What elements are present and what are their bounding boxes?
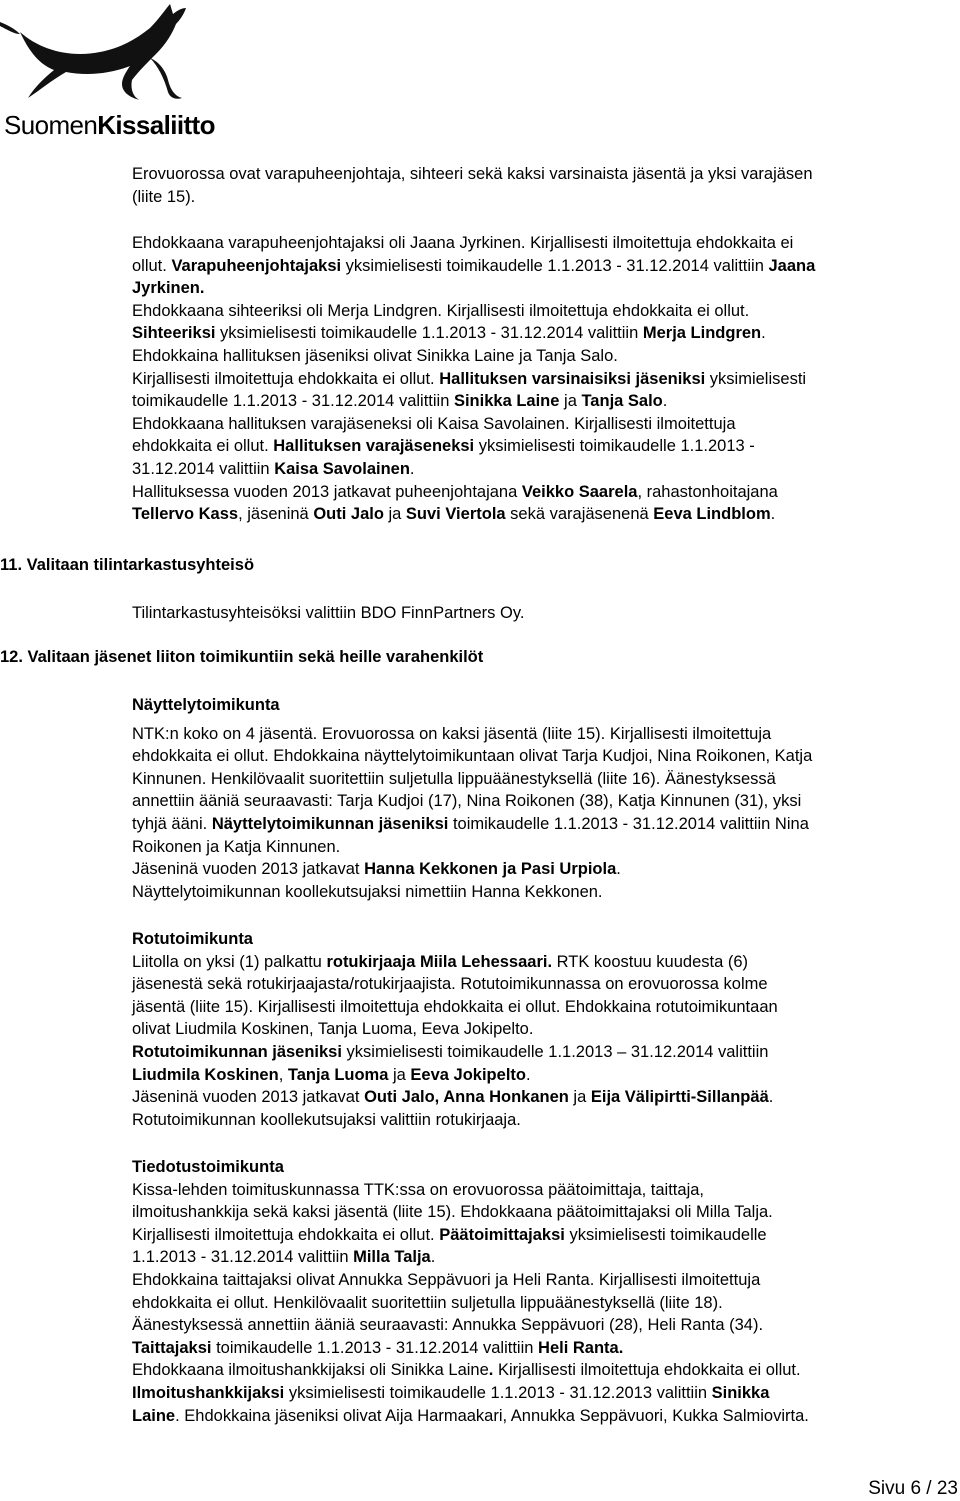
bold-text: Eeva Lindblom (653, 505, 771, 524)
text-line (132, 413, 947, 436)
text-line (132, 1179, 947, 1202)
text-line (132, 503, 947, 526)
text-line (132, 1086, 947, 1109)
text-run: . (409, 459, 415, 478)
text-run: ehdokkaita ei ollut. Ehdokkaina näyttelytoimikuntaan olivat Tarja Kudjoi, Nina Roikonen, Katja (132, 747, 813, 766)
bold-text: Merja Lindgren (642, 324, 762, 343)
bold-text: Milla Talja (353, 1248, 431, 1267)
bold-text: Hanna Kekkonen ja Pasi Urpiola (364, 860, 617, 879)
text-line (132, 1018, 947, 1041)
text-run: ja (383, 505, 406, 524)
text-run: Jäseninä vuoden 2013 jatkavat (132, 1088, 365, 1107)
text-line (132, 1359, 947, 1382)
text-run: , rahastonhoitajana (637, 482, 778, 501)
text-line (132, 255, 947, 278)
text-run: Ehdokkaana varapuheenjohtajaksi oli Jaana Jyrkinen. Kirjallisesti ilmoitettuja ehdokkaita ei (132, 234, 794, 252)
rotutoimikunta-section (132, 928, 947, 1131)
text-line (132, 1041, 947, 1064)
intro-paragraph-2 (132, 232, 947, 526)
bold-text: Tellervo Kass (132, 505, 239, 524)
text-run: Rotutoimikunnan koollekutsujaksi valittiin rotukirjaaja. (132, 1110, 521, 1129)
tiedotustoimikunta-body (132, 1179, 947, 1428)
bold-text: Päätoimittajaksi (439, 1225, 565, 1244)
nayttelytoimikunta-title: Näyttelytoimikunta (132, 696, 280, 714)
text-run: yksimielisesti toimikaudelle 1.1.2013 - 31.12.2014 valittiin (341, 256, 769, 275)
text-line (132, 881, 947, 904)
text-line (132, 435, 947, 458)
text-run: toimikaudelle 1.1.2013 - 31.12.2014 valittiin (132, 392, 454, 411)
bold-text: Hallituksen varsinaisiksi jäseniksi (439, 369, 706, 388)
text-run: jäsenestä sekä rotukirjaajasta/rotukirjaajista. Rotutoimikunnassa on erovuorossa kolme (132, 975, 768, 994)
text-run: ollut. (132, 256, 172, 275)
nayttelytoimikunta-section (132, 694, 947, 903)
text-run: Hallituksessa vuoden 2013 jatkavat puheenjohtajana (132, 482, 522, 501)
text-run: . (616, 860, 621, 879)
cat-logo-icon (0, 0, 210, 110)
logo-text (4, 110, 215, 141)
text-line (132, 996, 947, 1019)
bold-text: Liudmila Koskinen (132, 1065, 279, 1084)
text-line (132, 481, 947, 504)
text-run: toimikaudelle 1.1.2013 - 31.12.2014 valittiin Nina (448, 814, 809, 833)
text-run: yksimielisesti toimikaudelle 1.1.2013 - 31.12.2014 valittiin (215, 324, 643, 343)
text-line (132, 1224, 947, 1247)
section-12-heading: 12. Valitaan jäsenet liiton toimikuntiin sekä heille varahenkilöt (0, 648, 484, 666)
bold-text: Tanja Luoma (287, 1065, 389, 1084)
text-run: . (761, 324, 766, 343)
text-run: Liitolla on yksi (1) palkattu (132, 952, 327, 971)
text-run: ehdokkaita ei ollut. Henkilövaalit suoritettiin suljetulla lippuäänestyksellä (liite 18). (132, 1293, 723, 1312)
intro-paragraph-1 (132, 163, 947, 208)
text-run: Ehdokkaina hallituksen jäseniksi olivat Sinikka Laine ja Tanja Salo. (132, 346, 618, 365)
text-run: olivat Liudmila Koskinen, Tanja Luoma, Eeva Jokipelto. (132, 1020, 534, 1039)
section-11-text (132, 602, 947, 625)
text-line (132, 1269, 947, 1292)
text-line (132, 1292, 947, 1315)
text-line (132, 322, 947, 345)
text-run: Jäseninä vuoden 2013 jatkavat (132, 860, 365, 879)
text-line (132, 973, 947, 996)
text-line: Tilintarkastusyhteisöksi valittiin BDO FinnPartners Oy. (132, 604, 525, 622)
text-run: ilmoitushankkija sekä kaksi jäsentä (liite 15). Ehdokkaana päätoimittajaksi oli Milla Talja. (132, 1203, 773, 1222)
text-line (132, 858, 947, 881)
bold-text: Ilmoitushankkijaksi (132, 1383, 285, 1402)
bold-text: Jyrkinen. (132, 279, 205, 298)
text-run: Ehdokkaana hallituksen varajäseneksi oli Kaisa Savolainen. Kirjallisesti ilmoitettuja (132, 414, 736, 433)
text-line (132, 345, 947, 368)
bold-text: Jaana (768, 256, 816, 275)
text-run: ja (559, 392, 582, 411)
text-line (132, 951, 947, 974)
bold-text: . (488, 1361, 494, 1380)
text-run: yksimielisesti (705, 369, 807, 388)
text-run: Ehdokkaana ilmoitushankkijaksi oli Sinikka Laine (132, 1361, 489, 1380)
text-line (132, 1109, 947, 1132)
text-run: , jäseninä (238, 505, 314, 524)
text-run: Roikonen ja Katja Kinnunen. (132, 837, 341, 856)
text-line (132, 768, 947, 791)
text-run: ja (568, 1088, 591, 1107)
bold-text: Taittajaksi (132, 1338, 212, 1357)
text-run: ja (388, 1065, 411, 1084)
bold-text: Varapuheenjohtajaksi (171, 256, 342, 275)
text-line (132, 232, 947, 255)
rotutoimikunta-body (132, 951, 947, 1132)
bold-text: rotukirjaaja Miila Lehessaari. (326, 952, 553, 971)
text-line: Erovuorossa ovat varapuheenjohtaja, sihteeri sekä kaksi varsinaista jäsentä ja yksi varajäsen (132, 165, 813, 183)
text-run: NTK:n koko on 4 jäsentä. Erovuorossa on kaksi jäsentä (liite 15). Kirjallisesti ilmoitettuja (132, 724, 772, 743)
text-line (132, 277, 947, 300)
text-run: tyhjä ääni. (132, 814, 212, 833)
bold-text: Veikko Saarela (521, 482, 638, 501)
bold-text: Kaisa Savolainen (274, 459, 410, 478)
suomen-kissaliitto-logo (0, 0, 215, 140)
text-run: Kinnunen. Henkilövaalit suoritettiin suljetulla lippuäänestyksellä (liite 16). Äänestyksessä (132, 769, 776, 788)
text-run: Kirjallisesti ilmoitettuja ehdokkaita ei ollut. (132, 369, 440, 388)
text-run: . (768, 1088, 774, 1107)
text-run: jäsentä (liite 15). Kirjallisesti ilmoitettuja ehdokkaita ei ollut. Ehdokkaina rotutoimikuntaan (132, 997, 778, 1016)
rotutoimikunta-title: Rotutoimikunta (132, 930, 253, 948)
text-run: annettiin ääniä seuraavasti: Tarja Kudjoi (17), Nina Roikonen (38), Katja Kinnunen (31), yksi (132, 792, 802, 811)
bold-text: Suvi Viertola (405, 505, 506, 524)
text-run: yksimielisesti toimikaudelle (564, 1225, 767, 1244)
bold-text: Laine (132, 1406, 176, 1425)
bold-text: Sinikka (711, 1383, 770, 1402)
text-run: Näyttelytoimikunnan koollekutsujaksi nimettiin Hanna Kekkonen. (132, 882, 603, 901)
bold-text: Hallituksen varajäseneksi (273, 437, 475, 456)
text-run: Kissa-lehden toimituskunnassa TTK:ssa on erovuorossa päätoimittaja, taittaja, (132, 1180, 704, 1199)
logo-text-suomen: Suomen (4, 110, 98, 140)
text-line (132, 1064, 947, 1087)
text-run: ehdokkaita ei ollut. (132, 437, 274, 456)
text-line (132, 723, 947, 746)
bold-text: Sinikka Laine (453, 392, 560, 411)
text-line (132, 1246, 947, 1269)
text-run: . (770, 505, 776, 524)
text-run: Ehdokkaana sihteeriksi oli Merja Lindgren. Kirjallisesti ilmoitettuja ehdokkaita ei ollut. (132, 301, 750, 320)
text-line (132, 368, 947, 391)
text-run: . Ehdokkaina jäseniksi olivat Aija Harmaakari, Annukka Seppävuori, Kukka Salmiovirta. (175, 1406, 809, 1425)
text-run: Äänestyksessä annettiin ääniä seuraavasti: Annukka Seppävuori (28), Heli Ranta (34). (132, 1316, 764, 1335)
text-run: yksimielisesti toimikaudelle 1.1.2013 – 31.12.2014 valittiin (341, 1042, 769, 1061)
text-line (132, 790, 947, 813)
section-11-heading: 11. Valitaan tilintarkastusyhteisö (0, 556, 255, 574)
text-line (132, 745, 947, 768)
text-line: (liite 15). (132, 187, 196, 206)
text-run: , (278, 1065, 288, 1084)
tiedotustoimikunta-section (132, 1156, 947, 1427)
bold-text: Heli Ranta. (538, 1338, 624, 1357)
text-line (132, 458, 947, 481)
bold-text: Tanja Salo (581, 392, 663, 411)
text-line (132, 813, 947, 836)
bold-text: Outi Jalo (313, 505, 384, 524)
text-line (132, 836, 947, 859)
text-run: 31.12.2014 valittiin (132, 459, 275, 478)
logo-text-kissaliitto: Kissaliitto (97, 110, 215, 140)
text-run: sekä varajäsenenä (505, 505, 654, 524)
page-number: Sivu 6 / 23 (868, 1478, 958, 1499)
bold-text: Rotutoimikunnan jäseniksi (132, 1042, 342, 1061)
text-line (132, 1382, 947, 1405)
text-run: toimikaudelle 1.1.2013 - 31.12.2014 valittiin (211, 1338, 539, 1357)
text-line (132, 1337, 947, 1360)
text-line (132, 1405, 947, 1428)
text-run: . (430, 1248, 436, 1267)
text-run: Kirjallisesti ilmoitettuja ehdokkaita ei ollut. (132, 1225, 440, 1244)
text-line (132, 1314, 947, 1337)
text-run: . (662, 392, 668, 411)
text-run: Ehdokkaina taittajaksi olivat Annukka Seppävuori ja Heli Ranta. Kirjallisesti ilmoitettuja (132, 1270, 761, 1289)
bold-text: Sihteeriksi (132, 324, 216, 343)
nayttelytoimikunta-body (132, 723, 947, 904)
text-run: yksimielisesti toimikaudelle 1.1.2013 - 31.12.2013 valittiin (284, 1383, 712, 1402)
bold-text: Eeva Jokipelto (410, 1065, 526, 1084)
text-line (132, 390, 947, 413)
text-run: Kirjallisesti ilmoitettuja ehdokkaita ei ollut. (493, 1361, 801, 1380)
bold-text: Eija Välipirtti-Sillanpää (590, 1088, 769, 1107)
tiedotustoimikunta-title: Tiedotustoimikunta (132, 1158, 284, 1176)
text-run: . (525, 1065, 531, 1084)
text-line (132, 1201, 947, 1224)
text-run: 1.1.2013 - 31.12.2014 valittiin (132, 1248, 354, 1267)
text-line (132, 300, 947, 323)
text-run: yksimielisesti toimikaudelle 1.1.2013 - (474, 437, 755, 456)
text-run: RTK koostuu kuudesta (6) (552, 952, 749, 971)
bold-text: Outi Jalo, Anna Honkanen (364, 1088, 569, 1107)
bold-text: Näyttelytoimikunnan jäseniksi (211, 814, 449, 833)
